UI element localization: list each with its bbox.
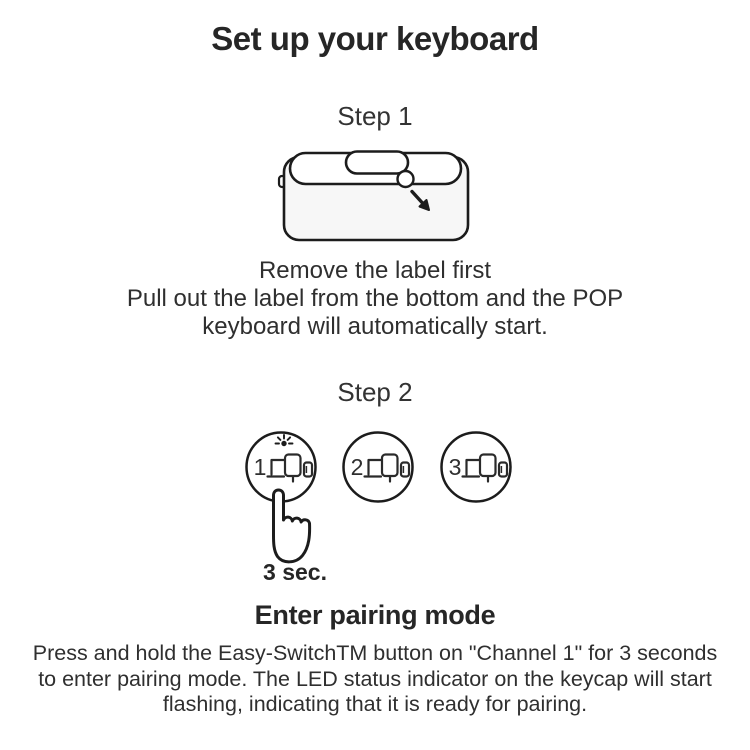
channel-number: 3 [448,454,462,480]
pairing-heading: Enter pairing mode [254,600,496,630]
pairing-desc-line: to enter pairing mode. The LED status indicator on the keycap will start [38,666,712,691]
step1-instructions [0,257,750,341]
page-title: Set up your keyboard [211,20,539,57]
easy-switch-channel-2-icon [340,429,416,505]
step1-label: Step 1 [337,101,413,131]
hold-duration-label: 3 sec. [263,559,327,585]
step1-desc-line: keyboard will automatically start. [202,313,548,340]
pairing-desc-line: flashing, indicating that it is ready for pairing. [162,692,588,716]
keyboard-pull-tab-icon [269,138,479,243]
easy-switch-channel-3-icon [438,429,514,505]
step1-desc-line: Pull out the label from the bottom and the POP [126,285,624,312]
step1-heading: Remove the label first [258,257,492,284]
channel-number: 2 [350,454,364,480]
pairing-desc-line: Press and hold the Easy-SwitchTM button on "Channel 1" for 3 seconds [32,641,718,665]
step2-label: Step 2 [337,377,413,407]
pairing-instructions [0,641,750,718]
channel-number: 1 [253,454,267,480]
